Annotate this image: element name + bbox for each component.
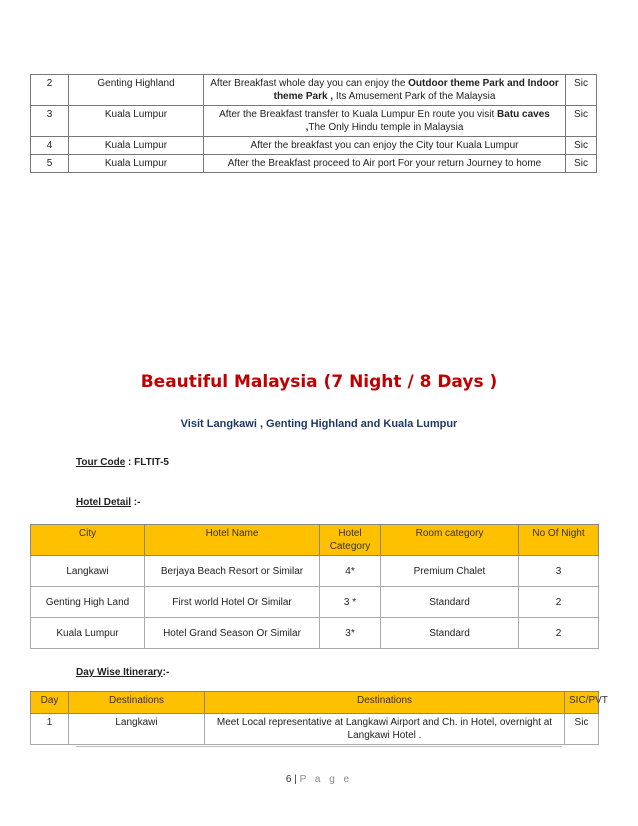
table-cell: Berjaya Beach Resort or Similar bbox=[145, 556, 320, 587]
table-row bbox=[31, 137, 597, 155]
day-cell: 5 bbox=[31, 155, 69, 173]
column-header: Destinations bbox=[69, 692, 205, 714]
column-header: City bbox=[31, 525, 145, 556]
table-row bbox=[31, 618, 599, 649]
column-header: Day bbox=[31, 692, 69, 714]
page-word: P a g e bbox=[299, 774, 353, 785]
column-header: Destinations bbox=[205, 692, 565, 714]
place-cell: Kuala Lumpur bbox=[69, 155, 204, 173]
table-cell: Kuala Lumpur bbox=[31, 618, 145, 649]
description-cell: After the Breakfast transfer to Kuala Lumpur En route you visit Batu caves ,The Only Hindu temple in Malaysia bbox=[204, 106, 566, 137]
description-cell: After Breakfast whole day you can enjoy the Outdoor theme Park and Indoor theme Park , Its Amusement Park of the Malaysia bbox=[204, 75, 566, 106]
column-header: No Of Night bbox=[519, 525, 599, 556]
package-subtitle: Visit Langkawi , Genting Highland and Kuala Lumpur bbox=[180, 418, 458, 430]
table-cell: 3* bbox=[320, 618, 381, 649]
table-cell: 3 * bbox=[320, 587, 381, 618]
table-row bbox=[31, 75, 597, 106]
type-cell: Sic bbox=[566, 75, 597, 106]
table-cell: 3 bbox=[519, 556, 599, 587]
type-cell: Sic bbox=[566, 137, 597, 155]
hotel-detail-heading: Hotel Detail :- bbox=[76, 497, 141, 508]
table-row bbox=[31, 106, 597, 137]
place-cell: Genting Highland bbox=[69, 75, 204, 106]
column-header: Hotel Category bbox=[320, 525, 381, 556]
table-cell: Genting High Land bbox=[31, 587, 145, 618]
description-cell: After the breakfast you can enjoy the City tour Kuala Lumpur bbox=[204, 137, 566, 155]
table-row bbox=[31, 556, 599, 587]
table-cell: Hotel Grand Season Or Similar bbox=[145, 618, 320, 649]
table-row bbox=[31, 155, 597, 173]
table-cell: 4* bbox=[320, 556, 381, 587]
itinerary-heading: Day Wise Itinerary:- bbox=[76, 667, 170, 678]
table-header-row bbox=[31, 525, 599, 556]
hotel-table bbox=[30, 524, 599, 649]
column-header: Room category bbox=[381, 525, 519, 556]
table-cell: Langkawi bbox=[31, 556, 145, 587]
table-cell: 2 bbox=[519, 618, 599, 649]
itinerary-continuation-table bbox=[30, 74, 597, 173]
table-cell: Meet Local representative at Langkawi Airport and Ch. in Hotel, overnight at Langkawi Hotel . bbox=[205, 714, 565, 745]
table-cell: Premium Chalet bbox=[381, 556, 519, 587]
type-cell: Sic bbox=[566, 106, 597, 137]
table-cell: 2 bbox=[519, 587, 599, 618]
table-cell: 1 bbox=[31, 714, 69, 745]
day-cell: 4 bbox=[31, 137, 69, 155]
table-row bbox=[31, 714, 599, 745]
table-cell: First world Hotel Or Similar bbox=[145, 587, 320, 618]
footer-divider bbox=[76, 746, 562, 747]
page-number: 6 bbox=[285, 774, 292, 785]
column-header: Hotel Name bbox=[145, 525, 320, 556]
description-cell: After the Breakfast proceed to Air port For your return Journey to home bbox=[204, 155, 566, 173]
table-cell: Standard bbox=[381, 587, 519, 618]
table-cell: Langkawi bbox=[69, 714, 205, 745]
table-cell: Sic bbox=[565, 714, 599, 745]
place-cell: Kuala Lumpur bbox=[69, 106, 204, 137]
place-cell: Kuala Lumpur bbox=[69, 137, 204, 155]
tour-code: Tour Code : FLTIT-5 bbox=[76, 457, 169, 468]
table-header-row bbox=[31, 692, 599, 714]
day-wise-itinerary-table bbox=[30, 691, 608, 745]
type-cell: Sic bbox=[566, 155, 597, 173]
day-cell: 3 bbox=[31, 106, 69, 137]
table-row bbox=[31, 587, 599, 618]
package-title: Beautiful Malaysia (7 Night / 8 Days ) bbox=[140, 372, 498, 392]
column-header: SIC/PVT bbox=[565, 692, 599, 714]
page-footer: 6 | P a g e bbox=[285, 774, 353, 785]
day-cell: 2 bbox=[31, 75, 69, 106]
table-cell: Standard bbox=[381, 618, 519, 649]
